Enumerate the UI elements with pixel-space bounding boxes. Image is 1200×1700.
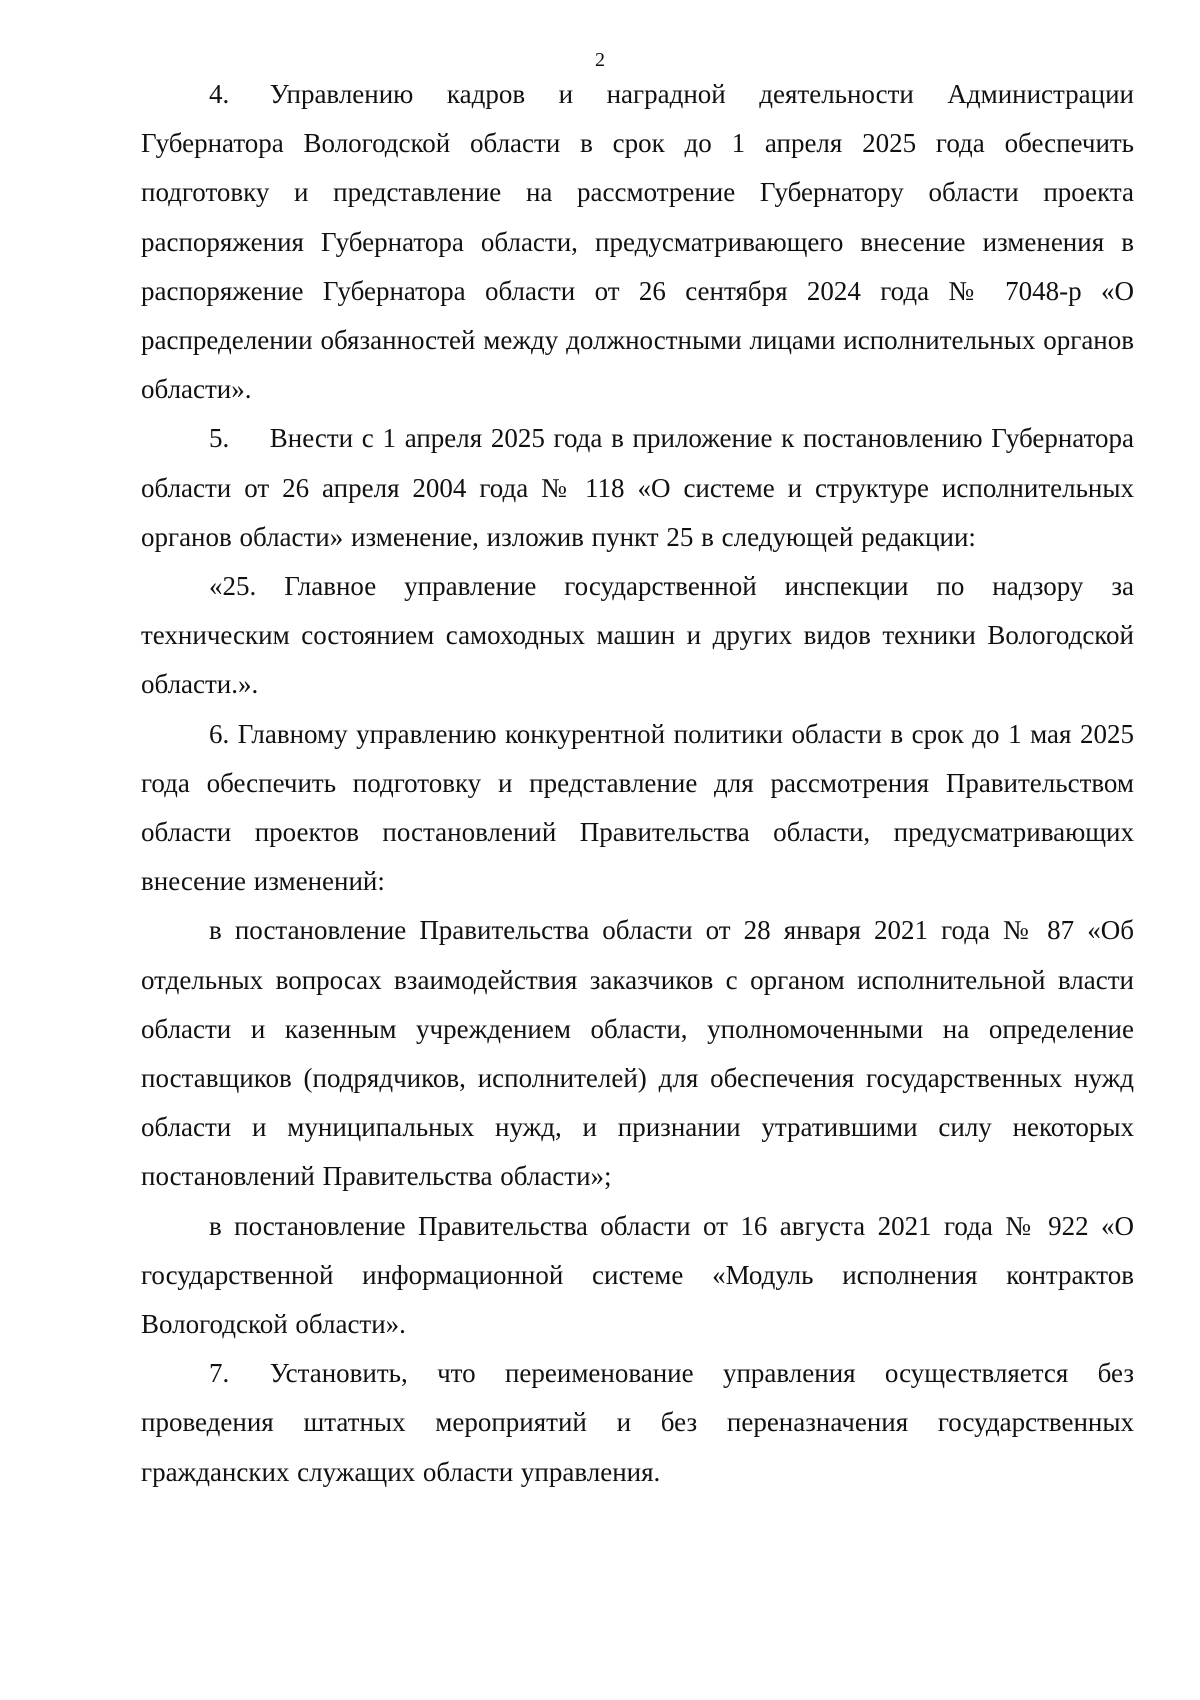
paragraph-item-4: 4. Управлению кадров и наградной деятельности Администрации Губернатора Вологодской области в срок до 1 апреля 2025 года обеспечить подготовку и представление на рассмотрение Губернатору области проекта распоряжения Губернатора области, предусматривающего внесение изменения в распоряжение Губернатора области от 26 сентября 2024 года № 7048-р «О распределении обязанностей между должностными лицами исполнительных органов области».: [141, 79, 1134, 405]
document-body: [141, 70, 1134, 1497]
paragraph-item-6: 6. Главному управлению конкурентной политики области в срок до 1 мая 2025 года обеспечить подготовку и представление для рассмотрения Правительством области проектов постановлений Правительства области, предусматривающих внесение изменений:: [141, 718, 1134, 897]
paragraph-item-7: 7. Установить, что переименование управления осуществляется без проведения штатных мероприятий и без переназначения государственных гражданских служащих области управления.: [141, 1358, 1134, 1487]
paragraph-amendment-922: в постановление Правительства области от 16 августа 2021 года № 922 «О государственной информационной системе «Модуль исполнения контрактов Вологодской области».: [141, 1210, 1134, 1340]
page-number: 2: [595, 49, 605, 71]
paragraph-item-5: 5. Внести с 1 апреля 2025 года в приложение к постановлению Губернатора области от 26 апреля 2004 года № 118 «О системе и структуре исполнительных органов области» изменение, изложив пункт 25 в следующей редакции:: [141, 423, 1134, 552]
paragraph-item-25-quote: «25. Главное управление государственной инспекции по надзору за техническим состоянием самоходных машин и других видов техники Вологодской области.».: [141, 571, 1134, 700]
paragraph-amendment-87: в постановление Правительства области от 28 января 2021 года № 87 «Об отдельных вопросах взаимодействия заказчиков с органом исполнительной власти области и казенным учреждением области, уполномоченными на определение поставщиков (подрядчиков, исполнителей) для обеспечения государственных нужд области и муниципальных нужд, и признании утратившими силу некоторых постановлений Правительства области»;: [141, 915, 1134, 1192]
